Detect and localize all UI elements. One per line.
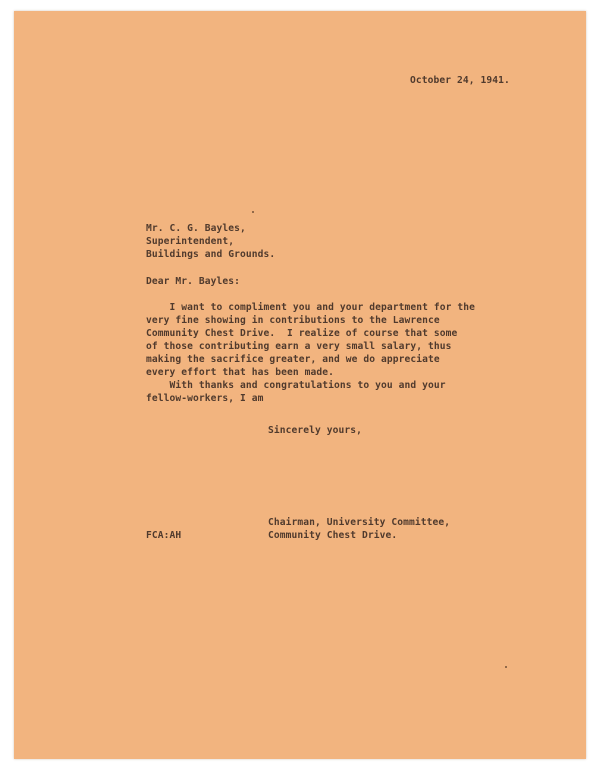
body-line: of those contributing earn a very small salary, thus [146, 341, 452, 352]
salutation: Dear Mr. Bayles: [146, 276, 241, 287]
body-line: very fine showing in contributions to the Lawrence [146, 315, 440, 326]
recipient-department: Buildings and Grounds. [146, 249, 276, 260]
signature-line: Chairman, University Committee, [268, 517, 451, 528]
body-line: every effort that has been made. [146, 367, 335, 378]
recipient-title: Superintendent, [146, 236, 235, 247]
signature-line: Community Chest Drive. [268, 530, 398, 541]
body-line: With thanks and congratulations to you and your [146, 380, 446, 391]
body-line: making the sacrifice greater, and we do appreciate [146, 354, 440, 365]
paper-speck [505, 666, 507, 668]
typist-initials: FCA:AH [146, 530, 182, 541]
body-line: I want to compliment you and your department for the [146, 302, 476, 313]
recipient-name: Mr. C. G. Bayles, [146, 223, 246, 234]
letter-page [14, 11, 586, 759]
body-line: fellow-workers, I am [146, 393, 264, 404]
body-line: Community Chest Drive. I realize of course that some [146, 328, 458, 339]
paper-speck [252, 211, 254, 213]
closing: Sincerely yours, [268, 425, 363, 436]
letter-date: October 24, 1941. [410, 75, 510, 86]
